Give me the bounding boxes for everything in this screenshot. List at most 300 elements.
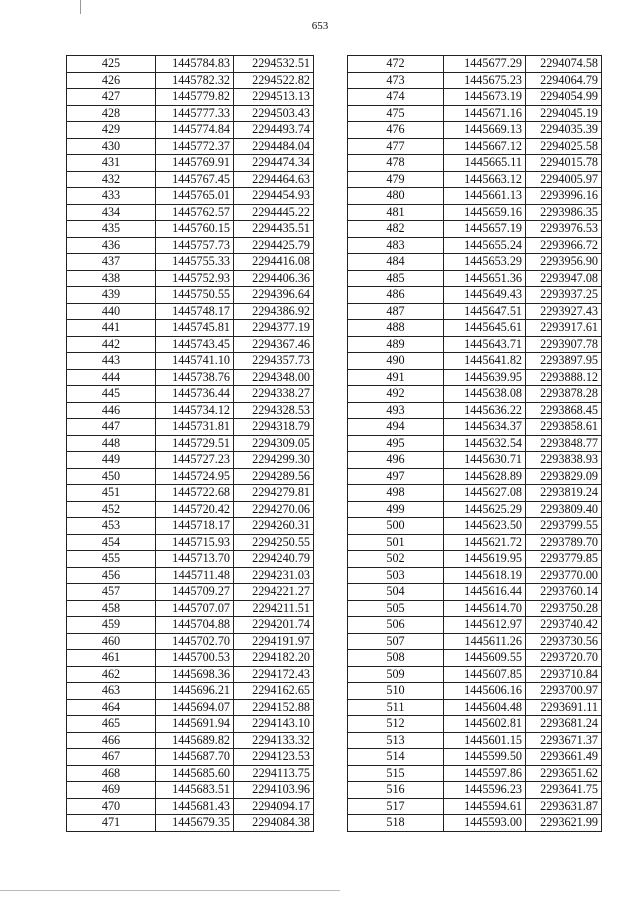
- point-number-cell: 492: [348, 386, 444, 403]
- table-row: [348, 204, 602, 221]
- y-coordinate-cell: 2293848.77: [526, 435, 602, 452]
- y-coordinate-cell: 2294309.05: [234, 435, 314, 452]
- table-row: [348, 617, 602, 634]
- table-row: [67, 386, 314, 403]
- point-number-cell: 491: [348, 369, 444, 386]
- table-row: [67, 221, 314, 238]
- x-coordinate-cell: 1445722.68: [156, 485, 234, 502]
- x-coordinate-cell: 1445611.26: [444, 633, 526, 650]
- y-coordinate-cell: 2293937.25: [526, 287, 602, 304]
- table-row: [348, 683, 602, 700]
- x-coordinate-cell: 1445601.15: [444, 732, 526, 749]
- x-coordinate-cell: 1445715.93: [156, 534, 234, 551]
- point-number-cell: 430: [67, 138, 156, 155]
- table-row: [67, 650, 314, 667]
- y-coordinate-cell: 2294113.75: [234, 765, 314, 782]
- y-coordinate-cell: 2294328.53: [234, 402, 314, 419]
- point-number-cell: 486: [348, 287, 444, 304]
- table-row: [67, 402, 314, 419]
- point-number-cell: 452: [67, 501, 156, 518]
- point-number-cell: 498: [348, 485, 444, 502]
- table-row: [348, 732, 602, 749]
- y-coordinate-cell: 2294279.81: [234, 485, 314, 502]
- y-coordinate-cell: 2294396.64: [234, 287, 314, 304]
- y-coordinate-cell: 2294074.58: [526, 56, 602, 73]
- x-coordinate-cell: 1445679.35: [156, 815, 234, 832]
- x-coordinate-cell: 1445618.19: [444, 567, 526, 584]
- x-coordinate-cell: 1445653.29: [444, 254, 526, 271]
- point-number-cell: 480: [348, 188, 444, 205]
- x-coordinate-cell: 1445630.71: [444, 452, 526, 469]
- point-number-cell: 501: [348, 534, 444, 551]
- y-coordinate-cell: 2294522.82: [234, 72, 314, 89]
- y-coordinate-cell: 2294416.08: [234, 254, 314, 271]
- table-row: [348, 468, 602, 485]
- y-coordinate-cell: 2293779.85: [526, 551, 602, 568]
- y-coordinate-cell: 2294182.20: [234, 650, 314, 667]
- x-coordinate-cell: 1445647.51: [444, 303, 526, 320]
- table-row: [67, 732, 314, 749]
- point-number-cell: 484: [348, 254, 444, 271]
- point-number-cell: 505: [348, 600, 444, 617]
- y-coordinate-cell: 2293966.72: [526, 237, 602, 254]
- point-number-cell: 429: [67, 122, 156, 139]
- y-coordinate-cell: 2294201.74: [234, 617, 314, 634]
- point-number-cell: 453: [67, 518, 156, 535]
- y-coordinate-cell: 2293641.75: [526, 782, 602, 799]
- point-number-cell: 457: [67, 584, 156, 601]
- y-coordinate-cell: 2293651.62: [526, 765, 602, 782]
- point-number-cell: 441: [67, 320, 156, 337]
- point-number-cell: 451: [67, 485, 156, 502]
- table-row: [67, 518, 314, 535]
- y-coordinate-cell: 2294123.53: [234, 749, 314, 766]
- point-number-cell: 433: [67, 188, 156, 205]
- table-row: [67, 336, 314, 353]
- point-number-cell: 494: [348, 419, 444, 436]
- table-row: [67, 237, 314, 254]
- table-row: [67, 716, 314, 733]
- table-row: [67, 551, 314, 568]
- x-coordinate-cell: 1445704.88: [156, 617, 234, 634]
- table-row: [348, 72, 602, 89]
- x-coordinate-cell: 1445743.45: [156, 336, 234, 353]
- point-number-cell: 438: [67, 270, 156, 287]
- table-row: [348, 749, 602, 766]
- x-coordinate-cell: 1445777.33: [156, 105, 234, 122]
- y-coordinate-cell: 2294094.17: [234, 798, 314, 815]
- x-coordinate-cell: 1445593.00: [444, 815, 526, 832]
- y-coordinate-cell: 2294386.92: [234, 303, 314, 320]
- y-coordinate-cell: 2294270.06: [234, 501, 314, 518]
- x-coordinate-cell: 1445606.16: [444, 683, 526, 700]
- point-number-cell: 427: [67, 89, 156, 106]
- coordinates-table-right: [347, 55, 602, 832]
- x-coordinate-cell: 1445691.94: [156, 716, 234, 733]
- table-row: [67, 501, 314, 518]
- x-coordinate-cell: 1445612.97: [444, 617, 526, 634]
- point-number-cell: 503: [348, 567, 444, 584]
- table-row: [348, 435, 602, 452]
- table-row: [348, 798, 602, 815]
- table-row: [348, 138, 602, 155]
- y-coordinate-cell: 2293838.93: [526, 452, 602, 469]
- y-coordinate-cell: 2294474.34: [234, 155, 314, 172]
- x-coordinate-cell: 1445627.08: [444, 485, 526, 502]
- table-row: [67, 254, 314, 271]
- table-row: [67, 303, 314, 320]
- table-row: [348, 633, 602, 650]
- table-row: [67, 320, 314, 337]
- table-row: [348, 287, 602, 304]
- table-row: [348, 765, 602, 782]
- y-coordinate-cell: 2293681.24: [526, 716, 602, 733]
- y-coordinate-cell: 2294513.13: [234, 89, 314, 106]
- point-number-cell: 514: [348, 749, 444, 766]
- x-coordinate-cell: 1445784.83: [156, 56, 234, 73]
- table-row: [67, 89, 314, 106]
- y-coordinate-cell: 2293750.28: [526, 600, 602, 617]
- table-row: [348, 600, 602, 617]
- point-number-cell: 435: [67, 221, 156, 238]
- point-number-cell: 465: [67, 716, 156, 733]
- point-number-cell: 431: [67, 155, 156, 172]
- x-coordinate-cell: 1445745.81: [156, 320, 234, 337]
- point-number-cell: 517: [348, 798, 444, 815]
- x-coordinate-cell: 1445634.37: [444, 419, 526, 436]
- table-row: [67, 72, 314, 89]
- y-coordinate-cell: 2293868.45: [526, 402, 602, 419]
- table-row: [67, 204, 314, 221]
- x-coordinate-cell: 1445669.13: [444, 122, 526, 139]
- table-row: [67, 617, 314, 634]
- table-row: [67, 369, 314, 386]
- y-coordinate-cell: 2293760.14: [526, 584, 602, 601]
- x-coordinate-cell: 1445616.44: [444, 584, 526, 601]
- y-coordinate-cell: 2294299.30: [234, 452, 314, 469]
- x-coordinate-cell: 1445736.44: [156, 386, 234, 403]
- point-number-cell: 443: [67, 353, 156, 370]
- y-coordinate-cell: 2294045.19: [526, 105, 602, 122]
- scan-margin-mark: [80, 0, 81, 14]
- table-row: [67, 485, 314, 502]
- table-row: [348, 815, 602, 832]
- y-coordinate-cell: 2294015.78: [526, 155, 602, 172]
- point-number-cell: 493: [348, 402, 444, 419]
- x-coordinate-cell: 1445641.82: [444, 353, 526, 370]
- point-number-cell: 437: [67, 254, 156, 271]
- y-coordinate-cell: 2294406.36: [234, 270, 314, 287]
- table-row: [67, 567, 314, 584]
- table-row: [348, 584, 602, 601]
- point-number-cell: 436: [67, 237, 156, 254]
- point-number-cell: 455: [67, 551, 156, 568]
- point-number-cell: 497: [348, 468, 444, 485]
- x-coordinate-cell: 1445683.51: [156, 782, 234, 799]
- x-coordinate-cell: 1445769.91: [156, 155, 234, 172]
- y-coordinate-cell: 2294035.39: [526, 122, 602, 139]
- point-number-cell: 481: [348, 204, 444, 221]
- point-number-cell: 500: [348, 518, 444, 535]
- point-number-cell: 474: [348, 89, 444, 106]
- y-coordinate-cell: 2293986.35: [526, 204, 602, 221]
- table-row: [67, 155, 314, 172]
- y-coordinate-cell: 2293947.08: [526, 270, 602, 287]
- x-coordinate-cell: 1445663.12: [444, 171, 526, 188]
- y-coordinate-cell: 2293740.42: [526, 617, 602, 634]
- x-coordinate-cell: 1445734.12: [156, 402, 234, 419]
- x-coordinate-cell: 1445779.82: [156, 89, 234, 106]
- point-number-cell: 466: [67, 732, 156, 749]
- y-coordinate-cell: 2294357.73: [234, 353, 314, 370]
- point-number-cell: 506: [348, 617, 444, 634]
- x-coordinate-cell: 1445738.76: [156, 369, 234, 386]
- table-row: [67, 782, 314, 799]
- y-coordinate-cell: 2293691.11: [526, 699, 602, 716]
- x-coordinate-cell: 1445729.51: [156, 435, 234, 452]
- point-number-cell: 478: [348, 155, 444, 172]
- table-row: [348, 386, 602, 403]
- x-coordinate-cell: 1445671.16: [444, 105, 526, 122]
- x-coordinate-cell: 1445711.48: [156, 567, 234, 584]
- table-row: [348, 567, 602, 584]
- y-coordinate-cell: 2294435.51: [234, 221, 314, 238]
- point-number-cell: 463: [67, 683, 156, 700]
- x-coordinate-cell: 1445696.21: [156, 683, 234, 700]
- x-coordinate-cell: 1445621.72: [444, 534, 526, 551]
- table-row: [67, 815, 314, 832]
- table-row: [67, 171, 314, 188]
- x-coordinate-cell: 1445760.15: [156, 221, 234, 238]
- y-coordinate-cell: 2294162.65: [234, 683, 314, 700]
- y-coordinate-cell: 2293621.99: [526, 815, 602, 832]
- y-coordinate-cell: 2293819.24: [526, 485, 602, 502]
- point-number-cell: 471: [67, 815, 156, 832]
- table-row: [67, 666, 314, 683]
- table-row: [348, 237, 602, 254]
- y-coordinate-cell: 2293710.84: [526, 666, 602, 683]
- point-number-cell: 472: [348, 56, 444, 73]
- table-row: [348, 303, 602, 320]
- y-coordinate-cell: 2294211.51: [234, 600, 314, 617]
- y-coordinate-cell: 2294348.00: [234, 369, 314, 386]
- table-row: [67, 419, 314, 436]
- point-number-cell: 485: [348, 270, 444, 287]
- x-coordinate-cell: 1445707.07: [156, 600, 234, 617]
- point-number-cell: 510: [348, 683, 444, 700]
- x-coordinate-cell: 1445636.22: [444, 402, 526, 419]
- table-row: [67, 353, 314, 370]
- y-coordinate-cell: 2293809.40: [526, 501, 602, 518]
- table-row: [348, 89, 602, 106]
- table-row: [348, 155, 602, 172]
- x-coordinate-cell: 1445774.84: [156, 122, 234, 139]
- x-coordinate-cell: 1445720.42: [156, 501, 234, 518]
- table-row: [67, 683, 314, 700]
- x-coordinate-cell: 1445673.19: [444, 89, 526, 106]
- point-number-cell: 473: [348, 72, 444, 89]
- point-number-cell: 513: [348, 732, 444, 749]
- point-number-cell: 461: [67, 650, 156, 667]
- x-coordinate-cell: 1445632.54: [444, 435, 526, 452]
- table-row: [348, 452, 602, 469]
- point-number-cell: 495: [348, 435, 444, 452]
- x-coordinate-cell: 1445689.82: [156, 732, 234, 749]
- table-row: [348, 122, 602, 139]
- x-coordinate-cell: 1445655.24: [444, 237, 526, 254]
- y-coordinate-cell: 2294503.43: [234, 105, 314, 122]
- y-coordinate-cell: 2294054.99: [526, 89, 602, 106]
- table-row: [67, 798, 314, 815]
- table-row: [348, 105, 602, 122]
- point-number-cell: 459: [67, 617, 156, 634]
- y-coordinate-cell: 2294143.10: [234, 716, 314, 733]
- y-coordinate-cell: 2294005.97: [526, 171, 602, 188]
- y-coordinate-cell: 2293700.97: [526, 683, 602, 700]
- point-number-cell: 504: [348, 584, 444, 601]
- y-coordinate-cell: 2293829.09: [526, 468, 602, 485]
- table-row: [348, 56, 602, 73]
- table-row: [348, 419, 602, 436]
- coordinates-table-right-body: [348, 56, 602, 832]
- x-coordinate-cell: 1445628.89: [444, 468, 526, 485]
- table-row: [67, 468, 314, 485]
- x-coordinate-cell: 1445623.50: [444, 518, 526, 535]
- point-number-cell: 456: [67, 567, 156, 584]
- x-coordinate-cell: 1445596.23: [444, 782, 526, 799]
- point-number-cell: 454: [67, 534, 156, 551]
- y-coordinate-cell: 2293976.53: [526, 221, 602, 238]
- table-row: [67, 633, 314, 650]
- table-row: [348, 353, 602, 370]
- table-row: [348, 650, 602, 667]
- x-coordinate-cell: 1445659.16: [444, 204, 526, 221]
- y-coordinate-cell: 2293789.70: [526, 534, 602, 551]
- x-coordinate-cell: 1445625.29: [444, 501, 526, 518]
- x-coordinate-cell: 1445681.43: [156, 798, 234, 815]
- y-coordinate-cell: 2294084.38: [234, 815, 314, 832]
- point-number-cell: 444: [67, 369, 156, 386]
- table-row: [67, 600, 314, 617]
- point-number-cell: 476: [348, 122, 444, 139]
- x-coordinate-cell: 1445727.23: [156, 452, 234, 469]
- y-coordinate-cell: 2293661.49: [526, 749, 602, 766]
- point-number-cell: 507: [348, 633, 444, 650]
- table-row: [67, 270, 314, 287]
- y-coordinate-cell: 2293720.70: [526, 650, 602, 667]
- x-coordinate-cell: 1445661.13: [444, 188, 526, 205]
- table-row: [67, 122, 314, 139]
- table-row: [67, 452, 314, 469]
- table-row: [348, 171, 602, 188]
- y-coordinate-cell: 2293878.28: [526, 386, 602, 403]
- point-number-cell: 448: [67, 435, 156, 452]
- y-coordinate-cell: 2294367.46: [234, 336, 314, 353]
- y-coordinate-cell: 2293897.95: [526, 353, 602, 370]
- y-coordinate-cell: 2294464.63: [234, 171, 314, 188]
- point-number-cell: 499: [348, 501, 444, 518]
- x-coordinate-cell: 1445741.10: [156, 353, 234, 370]
- y-coordinate-cell: 2293907.78: [526, 336, 602, 353]
- y-coordinate-cell: 2294133.32: [234, 732, 314, 749]
- table-row: [348, 534, 602, 551]
- y-coordinate-cell: 2294152.88: [234, 699, 314, 716]
- x-coordinate-cell: 1445667.12: [444, 138, 526, 155]
- y-coordinate-cell: 2294377.19: [234, 320, 314, 337]
- x-coordinate-cell: 1445685.60: [156, 765, 234, 782]
- point-number-cell: 487: [348, 303, 444, 320]
- table-row: [67, 699, 314, 716]
- table-row: [67, 534, 314, 551]
- y-coordinate-cell: 2293927.43: [526, 303, 602, 320]
- point-number-cell: 434: [67, 204, 156, 221]
- point-number-cell: 479: [348, 171, 444, 188]
- table-row: [348, 782, 602, 799]
- x-coordinate-cell: 1445757.73: [156, 237, 234, 254]
- x-coordinate-cell: 1445607.85: [444, 666, 526, 683]
- table-row: [67, 749, 314, 766]
- x-coordinate-cell: 1445604.48: [444, 699, 526, 716]
- table-row: [348, 369, 602, 386]
- y-coordinate-cell: 2294231.03: [234, 567, 314, 584]
- point-number-cell: 442: [67, 336, 156, 353]
- x-coordinate-cell: 1445651.36: [444, 270, 526, 287]
- x-coordinate-cell: 1445665.11: [444, 155, 526, 172]
- x-coordinate-cell: 1445713.70: [156, 551, 234, 568]
- y-coordinate-cell: 2293770.00: [526, 567, 602, 584]
- y-coordinate-cell: 2293730.56: [526, 633, 602, 650]
- x-coordinate-cell: 1445594.61: [444, 798, 526, 815]
- point-number-cell: 468: [67, 765, 156, 782]
- x-coordinate-cell: 1445639.95: [444, 369, 526, 386]
- x-coordinate-cell: 1445752.93: [156, 270, 234, 287]
- x-coordinate-cell: 1445643.71: [444, 336, 526, 353]
- table-row: [67, 188, 314, 205]
- x-coordinate-cell: 1445602.81: [444, 716, 526, 733]
- x-coordinate-cell: 1445748.17: [156, 303, 234, 320]
- page-number: 653: [311, 20, 329, 32]
- table-row: [348, 501, 602, 518]
- point-number-cell: 490: [348, 353, 444, 370]
- point-number-cell: 516: [348, 782, 444, 799]
- table-row: [348, 336, 602, 353]
- y-coordinate-cell: 2294064.79: [526, 72, 602, 89]
- point-number-cell: 483: [348, 237, 444, 254]
- table-row: [348, 270, 602, 287]
- x-coordinate-cell: 1445765.01: [156, 188, 234, 205]
- y-coordinate-cell: 2294445.22: [234, 204, 314, 221]
- table-row: [348, 551, 602, 568]
- y-coordinate-cell: 2294493.74: [234, 122, 314, 139]
- y-coordinate-cell: 2294172.43: [234, 666, 314, 683]
- y-coordinate-cell: 2294191.97: [234, 633, 314, 650]
- point-number-cell: 449: [67, 452, 156, 469]
- y-coordinate-cell: 2293858.61: [526, 419, 602, 436]
- table-row: [348, 221, 602, 238]
- point-number-cell: 467: [67, 749, 156, 766]
- point-number-cell: 426: [67, 72, 156, 89]
- point-number-cell: 515: [348, 765, 444, 782]
- point-number-cell: 447: [67, 419, 156, 436]
- x-coordinate-cell: 1445657.19: [444, 221, 526, 238]
- x-coordinate-cell: 1445772.37: [156, 138, 234, 155]
- x-coordinate-cell: 1445597.86: [444, 765, 526, 782]
- x-coordinate-cell: 1445755.33: [156, 254, 234, 271]
- point-number-cell: 482: [348, 221, 444, 238]
- y-coordinate-cell: 2294454.93: [234, 188, 314, 205]
- table-row: [348, 518, 602, 535]
- point-number-cell: 512: [348, 716, 444, 733]
